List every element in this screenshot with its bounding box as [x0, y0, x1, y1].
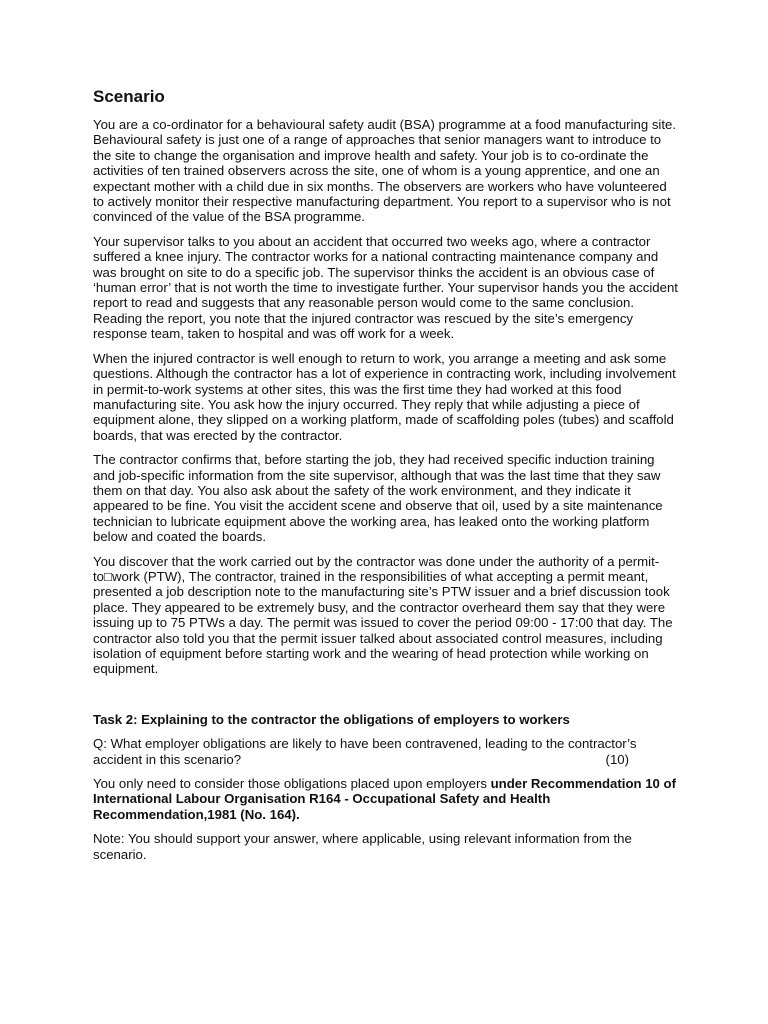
task-question — [93, 736, 679, 767]
question-marks: (10) — [605, 751, 629, 767]
scenario-paragraph-3: When the injured contractor is well enough to return to work, you arrange a meeting and ask some questions. Although the contractor has a lot of experience in contracting work, including involvement in permit-to-work systems at other sites, this was the first time they had worked at this food manufacturing site. You ask how the injury occurred. They reply that while adjusting a piece of equipment alone, they slipped on a working platform, made of scaffolding poles (tubes) and scaffold boards, that was erected by the contractor. — [93, 350, 676, 443]
document-page — [93, 86, 679, 871]
guidance-text: You only need to consider those obligations placed upon employers — [93, 776, 491, 792]
guidance-reference: under Recommendation 10 of International Labour Organisation R164 - Occupational Safety and Health Recommendation,1981 (No. 164). — [93, 776, 676, 822]
task-guidance — [93, 776, 679, 822]
task-note: Note: You should support your answer, where applicable, using relevant information from the scenario. — [93, 831, 632, 862]
scenario-title: Scenario — [93, 87, 165, 106]
scenario-paragraph-5: You discover that the work carried out by the contractor was done under the authority of a permit-to□work (PTW), The contractor, trained in the responsibilities of what accepting a permit meant, presented a job description note to the manufacturing site’s PTW issuer and a brief discussion took place. They appeared to be extremely busy, and the contractor overheard them say that they were issuing up to 75 PTWs a day. The permit was issued to cover the period 09:00 - 17:00 that day. The contractor also told you that the permit issuer talked about associated control measures, including isolation of equipment before starting work and the wearing of head protection while working on equipment. — [93, 553, 673, 677]
question-text: Q: What employer obligations are likely to have been contravened, leading to the contractor’s accident in this scenario? — [93, 736, 637, 767]
scenario-paragraph-2: Your supervisor talks to you about an accident that occurred two weeks ago, where a contractor suffered a knee injury. The contractor works for a national contracting maintenance company and was brought on site to do a specific job. The supervisor thinks the accident is an obvious case of ‘human error’ that is not worth the time to investigate further. Your supervisor hands you the accident report to read and suggests that any reasonable person would come to the same conclusion. Reading the report, you note that the injured contractor was rescued by the site’s emergency response team, taken to hospital and was off work for a week. — [93, 233, 678, 342]
scenario-paragraph-4: The contractor confirms that, before starting the job, they had received specific induction training and job-specific information from the site supervisor, although that was the last time that they saw them on that day. You also ask about the safety of the work environment, and they indicate it appeared to be fine. You visit the accident scene and observe that oil, used by a site maintenance technician to lubricate equipment above the working area, has leaked onto the working platform below and coated the boards. — [93, 452, 663, 545]
scenario-paragraph-1: You are a co-ordinator for a behavioural safety audit (BSA) programme at a food manufacturing site. Behavioural safety is just one of a range of approaches that senior managers want to introduce to the site to change the organisation and improve health and safety. Your job is to co-ordinate the activities of ten trained observers across the site, one of whom is a young apprentice, and one an expectant mother with a child due in six months. The observers are workers who have volunteered to actively monitor their respective manufacturing department. You report to a supervisor who is not convinced of the value of the BSA programme. — [93, 117, 677, 225]
task-heading: Task 2: Explaining to the contractor the obligations of employers to workers — [93, 711, 570, 727]
section-spacer — [93, 686, 679, 712]
